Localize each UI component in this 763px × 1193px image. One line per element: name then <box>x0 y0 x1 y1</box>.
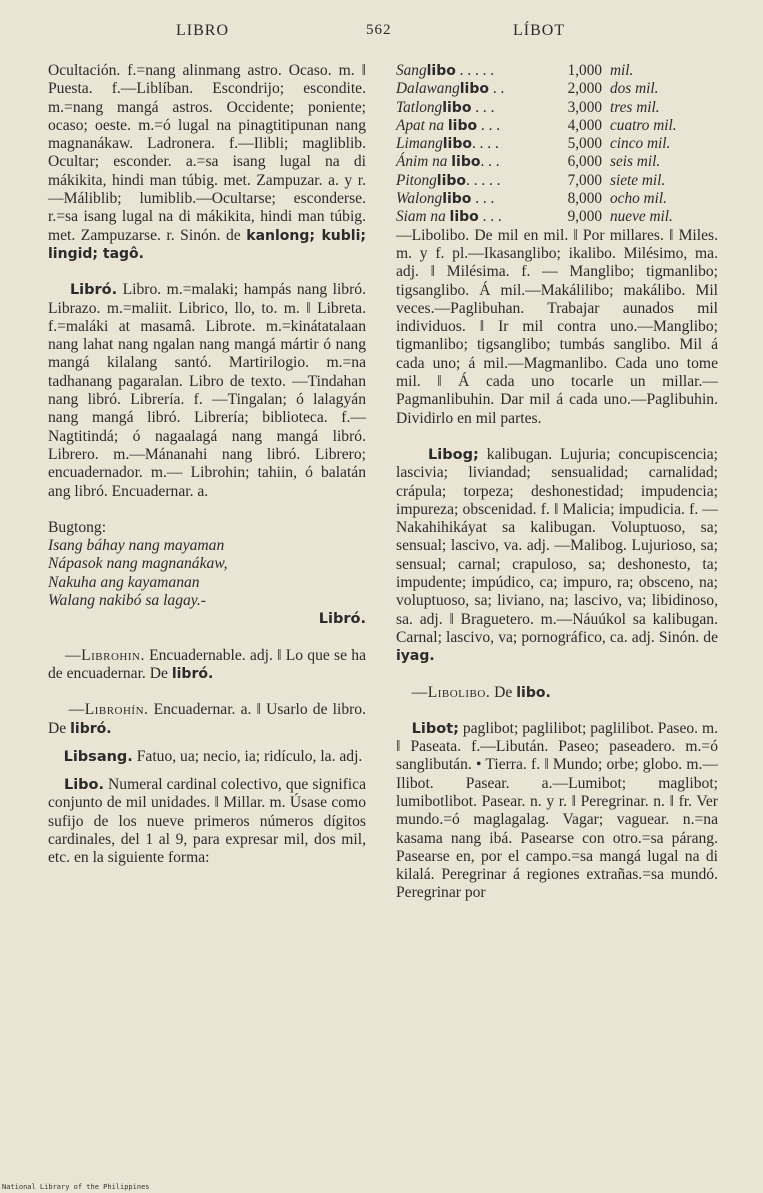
number-root: libo <box>449 209 479 226</box>
right-column <box>396 62 718 903</box>
number-prefix: Walong <box>396 190 443 208</box>
number-root: libo <box>436 172 467 189</box>
number-spanish: dos mil. <box>610 80 659 98</box>
number-root: libo <box>447 117 478 134</box>
entry-synonyms: kanlong; kubli; lingid; tagô. <box>48 227 366 262</box>
entry-libog <box>396 446 718 666</box>
number-root: libo <box>442 191 472 208</box>
left-column <box>48 62 366 868</box>
number-root: libo <box>442 99 472 116</box>
number-prefix: Sang <box>396 62 427 79</box>
number-row <box>396 117 718 135</box>
number-spanish: seis mil. <box>610 153 661 171</box>
riddle-line: Nápasok nang magnanákaw, <box>48 555 228 573</box>
number-row <box>396 99 718 117</box>
number-prefix: Tatlong <box>396 98 443 116</box>
page-number: 562 <box>366 22 392 38</box>
entry-body: Encuadernar. a. ‖ Usarlo de libro. De <box>48 701 367 737</box>
number-row <box>396 80 718 98</box>
entry-libo <box>48 776 366 867</box>
number-value: 8,000 <box>567 190 602 208</box>
entry-body: Libro. m.=malaki; hampás nang libró. Librazo. m.=maliit. Librico, llo, to. m. ‖ Libreta. f.=maláki at masamâ. Librote. m.=kinátatalaan nang lahat nang ngalan nang mangá mártir ó nang mangá kilalang santó. Martirilogio. m.=na tadhanang pagaralan. Libro de texto. —Tindahan nang libró. Librería. f. —Tingalan; ó lalagyán nang mangá libró. Librería; biblioteca. f.—Nagtitindá; ó nagaalagá nang mangá libró. Librero. m.—Mánanahi nang libró. Librero; encuadernador. m.— Librohin; tahiin, ó balatán ang libró. Encuadernar. a. <box>48 281 366 500</box>
entry-headword: Libró. <box>69 282 118 299</box>
number-row <box>396 62 718 80</box>
number-value: 6,000 <box>567 153 602 171</box>
running-head-left: LIBRO <box>176 22 229 39</box>
entry-subhead: —Librohín. <box>68 701 149 719</box>
leader-dots: . . . . <box>472 135 499 153</box>
entry-libolibo <box>396 684 718 702</box>
number-prefix: Pitong <box>396 171 437 189</box>
number-root: libo <box>442 136 472 153</box>
number-root: libo <box>426 63 456 79</box>
entry-body: Encuadernable. adj. ‖ Lo que se ha de encuadernar. De <box>48 646 366 682</box>
entry-libsang <box>48 748 366 766</box>
leader-dots: . . <box>489 80 505 98</box>
entry-libro <box>48 281 366 501</box>
number-prefix: Siam na <box>396 208 450 226</box>
number-spanish: mil. <box>610 62 634 79</box>
number-row <box>396 172 718 190</box>
entry-body: Fatuo, ua; necio, ia; ridículo, la. adj. <box>136 747 363 765</box>
number-spanish: cuatro mil. <box>610 116 677 134</box>
entry-headword: Libot; <box>411 720 459 737</box>
entry-crossref: iyag. <box>396 648 435 665</box>
number-root: libo <box>451 154 481 171</box>
number-value: 1,000 <box>567 62 602 79</box>
leader-dots: . . . <box>477 116 501 134</box>
number-spanish: siete mil. <box>610 171 666 189</box>
leader-dots: . . . <box>471 98 495 116</box>
entry-libo-continued <box>396 227 718 428</box>
number-row <box>396 153 718 171</box>
page-header <box>0 18 763 46</box>
riddle-line: Nakuha ang kayamanan <box>48 573 200 591</box>
entry-subhead: —Librohin. <box>65 646 145 664</box>
number-spanish: nueve mil. <box>610 208 673 226</box>
entry-ocultacion <box>48 62 366 263</box>
number-spanish: cinco mil. <box>610 135 671 153</box>
riddle-answer: Libró. <box>318 611 366 628</box>
number-row <box>396 135 718 153</box>
number-row <box>396 208 718 226</box>
riddle-line: Isang báhay nang mayaman <box>48 537 225 555</box>
number-value: 7,000 <box>567 171 602 189</box>
entry-body: De <box>494 683 513 701</box>
riddle-label: Bugtong: <box>48 518 107 536</box>
number-prefix: Dalawang <box>396 80 460 98</box>
entry-body: Ocultación. f.=nang alinmang astro. Ocaso. m. ‖ Puesta. f.—Liblíban. Escondrijo; escondite. m.=nang mangá astros. Occidente; poniente; ocaso; oeste. m.=ó lugal na pinagtitipunan nang magnanákaw. Ladronera. f.—Ilibli; magliblib. Ocultar; esconder. a.=sa isang lugal na di mákikita, hindi man túbig. met. Zampuzar. a. y r.—Máliblib; lumiblib.—Ocultarse; esconderse. r.=sa isang lugal na di mákikita, hindi man túbig. met. Zampuzarse. r. Sinón. de <box>48 62 366 244</box>
leader-dots: . . . <box>480 153 500 171</box>
leader-dots: . . . <box>471 190 495 208</box>
entry-librohin-2 <box>48 701 366 738</box>
entry-headword: Libsang. <box>63 748 133 765</box>
number-row <box>396 190 718 208</box>
number-value: 9,000 <box>567 208 602 226</box>
number-value: 4,000 <box>567 116 602 134</box>
number-value: 2,000 <box>567 80 602 98</box>
number-prefix: Apat na <box>396 116 448 134</box>
leader-dots: . . . . . <box>466 171 501 189</box>
entry-body: kalibugan. Lujuria; concupiscencia; lascivia; liviandad; sensualidad; carnalidad; crápula; torpeza; deshonestidad; impudencia; impureza; obscenidad. f. ‖ Malicia; impudicia. f. —Nakahihikáyat sa kalibugan. Voluptuoso, sa; sensual; lascivo, va. adj. —Malibog. Lujurioso, sa; sensual; carnal; crapuloso, sa; deshonesto, ta; impudente; impúdico, ca; impuro, ra; obsceno, na; voluptuoso, sa; liviano, na; lascivo, va; libidinoso, sa. adj. ‖ Braguetero. m.—Náuúkol sa kalibugan. Carnal; lascivo, va; pornográfico, ca. adj. Sinón. de <box>396 445 718 646</box>
library-footer: National Library of the Philippines <box>2 1183 150 1191</box>
entry-headword: Libo. <box>63 777 105 794</box>
entry-body: —Libolibo. De mil en mil. ‖ Por millares. ‖ Miles. m. y f. pl.—Ikasanglibo; ikalibo. Milésimo, ma. adj. ‖ Milésima. f. — Manglibo; tigmanlibo; tigsanglibo. Á mil.—Makálilibo; makálibo. Mil veces.—Paglibuhan. Trabajar aunados mil individuos. ‖ Ir mil contra uno.—Manglibo; tigmanlibo; tigsanglibo; tumbás sanglibo. Mil á cada uno; á mil.—Magmanlibo. Cada uno tome mil. ‖ Á cada uno tocarle un millar.—Pagmanlibuhin. Dar mil á cada uno.—Paglibuhin. Dividirlo en mil partes. <box>396 226 718 427</box>
entry-crossref: libo. <box>516 684 551 701</box>
entry-subhead: —Libolibo. <box>411 683 491 701</box>
number-spanish: ocho mil. <box>610 190 667 208</box>
entry-librohin-1 <box>48 647 366 684</box>
leader-dots: . . . . . <box>455 62 495 79</box>
entry-body: paglibot; paglilibot; paglilibot. Paseo. m. ‖ Paseata. f.—Libután. Paseo; paseadero. m.=ó sanglibután. • Tierra. f. ‖ Mundo; orbe; globo. m.—Ilibot. Pasear. a.—Lumibot; maglibot; lumibotlibot. Pasear. n. y r. ‖ Peregrinar. n. ‖ fr. Ver mundo.=ó maglagalag. Vagar; vaguear. n.=na kasama nang ibá. Pasearse con otro.=sa párang. Pasearse en, por el campo.=sa mangá lugal na di kilalá. Peregrinar á regiones extrañas.=sa mundó. Peregrinar por <box>396 719 718 902</box>
entry-libot <box>396 720 718 903</box>
numbers-table <box>396 62 718 227</box>
leader-dots: . . . <box>478 208 502 226</box>
number-value: 3,000 <box>567 98 602 116</box>
entry-crossref: libró. <box>70 720 112 737</box>
number-prefix: Limang <box>396 135 443 153</box>
number-prefix: Ánim na <box>396 153 452 171</box>
number-value: 5,000 <box>567 135 602 153</box>
riddle-line: Walang nakibó sa lagay.- <box>48 592 206 610</box>
entry-headword: Libog; <box>428 446 479 463</box>
entry-crossref: libró. <box>171 665 214 682</box>
running-head-right: LÍBOT <box>513 22 566 39</box>
entry-body: Numeral cardinal colectivo, que significa conjunto de mil unidades. ‖ Millar. m. Úsase como sufijo de los nueve primeros números dígitos cardinales, del 1 al 9, para expresar mil, dos mil, etc. en la siguiente forma: <box>48 776 367 867</box>
number-spanish: tres mil. <box>610 98 660 116</box>
number-root: libo <box>459 81 489 98</box>
riddle-block <box>48 519 366 629</box>
